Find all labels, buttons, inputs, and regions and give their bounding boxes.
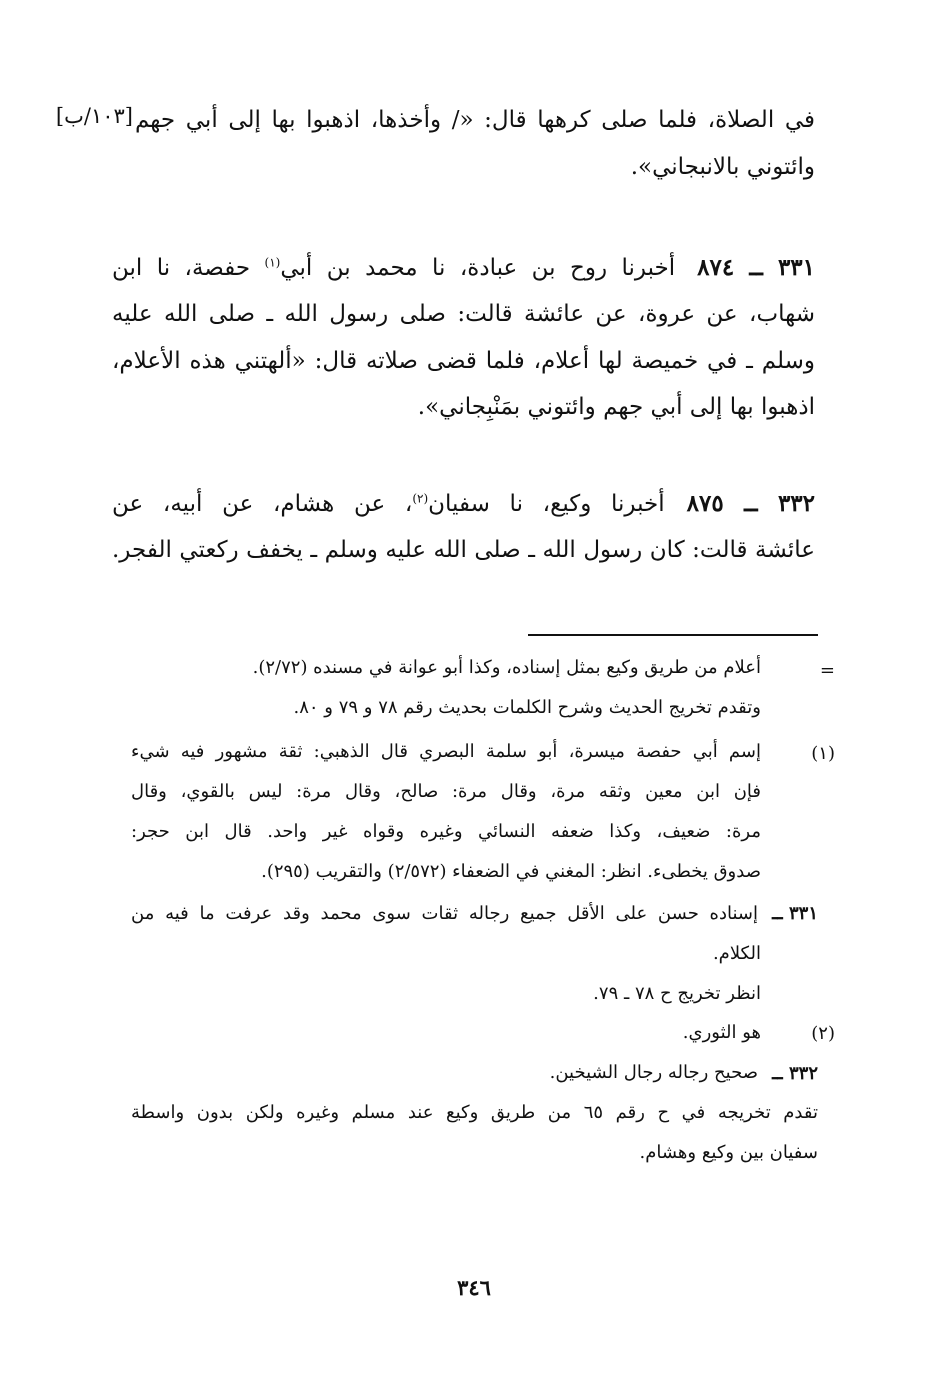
main-text-line: في الصلاة، فلما صلى كرهها قال: «/ وأخذها، اذهبوا بها إلى أبي جهم	[135, 107, 815, 133]
hadith-text-tail: حفصة، نا ابن	[112, 255, 265, 281]
main-text-line: وائتوني بالانبجاني».	[630, 154, 815, 180]
footnote-line: إسم أبي حفصة ميسرة، أبو سلمة البصري قال الذهبي: ثقة مشهور فيه شيء	[131, 741, 761, 762]
footnote-ref: (٢)	[412, 491, 429, 506]
hadith-number: ٣٣١ ــ ٨٧٤	[697, 254, 815, 281]
footnote-ref: (١)	[264, 255, 281, 270]
footnote-label: (٢)	[811, 1023, 835, 1044]
footnote-line: صحيح رجاله رجال الشيخين.	[549, 1062, 758, 1083]
footnote-line: مرة: ضعيف، وكذا ضعفه النسائي وغيره وقواه غير واحد. قال ابن حجر:	[131, 821, 761, 842]
footnote-line: إسناده حسن على الأقل جميع رجاله ثقات سوى محمد وقد عرفت ما فيه من	[131, 903, 758, 924]
footnote-line: الكلام.	[712, 943, 761, 964]
main-text-line: شهاب، عن عروة، عن عائشة قالت: صلى رسول الله ـ صلى الله عليه	[112, 301, 815, 327]
footnote-label: ٣٣١ ــ	[772, 903, 818, 924]
main-text-line: اذهبوا بها إلى أبي جهم وائتوني بمَنْبِجاني».	[417, 394, 815, 420]
footnote-line: وتقدم تخريج الحديث وشرح الكلمات بحديث رقم ٧٨ و ٧٩ و ٨٠.	[293, 697, 761, 718]
main-text-line	[112, 484, 815, 524]
footnote-line: فإن ابن معين وثقه مرة، وقال مرة: صالح، وقال مرة: ليس بالقوي، وقال	[131, 781, 761, 802]
footnote-label: ٣٣٢ ــ	[772, 1063, 818, 1084]
main-text-line	[112, 248, 815, 288]
hadith-number: ٣٣٢ ــ ٨٧٥	[686, 490, 815, 517]
footnote-line: أعلام من طريق وكيع بمثل إسناده، وكذا أبو عوانة في مسنده (٢/٧٢).	[252, 657, 761, 678]
page-number: ٣٤٦	[457, 1275, 491, 1300]
footnote-label: (١)	[811, 743, 835, 764]
hadith-text: أخبرنا وكيع، نا سفيان	[428, 491, 665, 517]
footnote-line: تقدم تخريجه في ح رقم ٦٥ من طريق وكيع عند مسلم وغيره ولكن بدون واسطة	[131, 1102, 818, 1123]
footnote-line: صدوق يخطىء. انظر: المغني في الضعفاء (٢/٥٧٢) والتقريب (٢٩٥).	[261, 861, 761, 882]
hadith-text: أخبرنا روح بن عبادة، نا محمد بن أبي	[280, 255, 676, 281]
footnote-line: هو الثوري.	[682, 1022, 761, 1043]
footnote-label: =	[819, 660, 835, 681]
main-text-line: عائشة قالت: كان رسول الله ـ صلى الله عليه وسلم ـ يخفف ركعتي الفجر.	[112, 537, 815, 563]
main-text-line: وسلم ـ في خميصة لها أعلام، فلما قضى صلاته قال: «ألهتني هذه الأعلام،	[112, 348, 815, 374]
footnote-separator	[528, 634, 818, 636]
hadith-text-tail: ، عن هشام، عن أبيه، عن	[112, 491, 413, 517]
footnote-line: انظر تخريج ح ٧٨ ـ ٧٩.	[593, 983, 761, 1004]
folio-marker: [١٠٣/ب]	[55, 104, 133, 128]
footnote-line: سفيان بين وكيع وهشام.	[639, 1142, 818, 1163]
